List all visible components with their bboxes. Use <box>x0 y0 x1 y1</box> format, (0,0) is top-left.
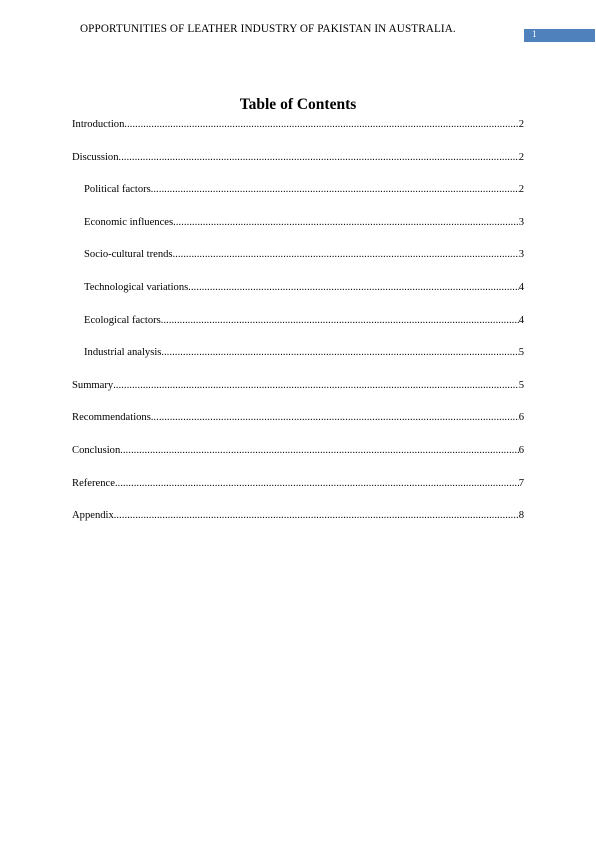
toc-list <box>72 118 524 542</box>
toc-entry-label: Political factors <box>84 184 151 196</box>
toc-dot-leader <box>151 183 519 197</box>
toc-entry-technological-variations[interactable] <box>72 281 524 314</box>
toc-entry-page: 2 <box>518 184 524 196</box>
toc-entry-label: Technological variations <box>84 281 189 293</box>
toc-entry-page: 3 <box>518 216 524 228</box>
toc-entry-political-factors[interactable] <box>72 183 524 216</box>
toc-dot-leader <box>188 281 518 295</box>
toc-entry-recommendations[interactable] <box>72 411 524 444</box>
toc-entry-conclusion[interactable] <box>72 444 524 477</box>
toc-entry-page: 7 <box>518 477 524 489</box>
toc-entry-economic-influences[interactable] <box>72 216 524 249</box>
toc-dot-leader <box>120 444 518 458</box>
toc-entry-label: Discussion <box>72 151 119 163</box>
toc-dot-leader <box>173 248 519 262</box>
toc-entry-label: Economic influences <box>84 216 174 228</box>
toc-entry-ecological-factors[interactable] <box>72 314 524 347</box>
toc-entry-discussion[interactable] <box>72 151 524 184</box>
toc-entry-page: 3 <box>518 249 524 261</box>
toc-entry-socio-cultural-trends[interactable] <box>72 248 524 281</box>
toc-entry-label: Ecological factors <box>84 314 161 326</box>
toc-entry-label: Socio-cultural trends <box>84 249 173 261</box>
toc-entry-industrial-analysis[interactable] <box>72 346 524 379</box>
page-number: 1 <box>532 30 537 40</box>
toc-entry-label: Appendix <box>72 510 114 522</box>
toc-dot-leader <box>161 314 519 328</box>
toc-entry-page: 2 <box>518 151 524 163</box>
toc-entry-label: Industrial analysis <box>84 347 162 359</box>
toc-entry-page: 2 <box>518 119 524 130</box>
toc-entry-label: Reference <box>72 477 115 489</box>
toc-entry-page: 5 <box>518 379 524 391</box>
toc-entry-page: 5 <box>518 347 524 359</box>
toc-entry-introduction[interactable] <box>72 118 524 151</box>
toc-entry-page: 6 <box>518 444 524 456</box>
toc-entry-reference[interactable] <box>72 477 524 510</box>
toc-entry-label: Summary <box>72 379 114 391</box>
toc-dot-leader <box>124 118 518 132</box>
toc-entry-summary[interactable] <box>72 379 524 412</box>
toc-dot-leader <box>114 509 519 523</box>
toc-entry-page: 4 <box>518 314 524 326</box>
toc-title: Table of Contents <box>239 96 357 113</box>
toc-entry-page: 6 <box>518 412 524 424</box>
toc-entry-label: Conclusion <box>72 444 121 456</box>
running-head: OPPORTUNITIES OF LEATHER INDUSTRY OF PAKISTAN IN AUSTRALIA. <box>80 23 456 35</box>
toc-entry-page: 4 <box>518 281 524 293</box>
toc-dot-leader <box>161 346 518 360</box>
toc-dot-leader <box>151 411 519 425</box>
toc-entry-page: 8 <box>518 510 524 522</box>
toc-entry-label: Recommendations <box>72 412 151 424</box>
toc-dot-leader <box>173 216 519 230</box>
toc-entry-appendix[interactable] <box>72 509 524 542</box>
toc-entry-label: Introduction <box>72 119 125 130</box>
toc-dot-leader <box>119 151 519 165</box>
toc-dot-leader <box>115 477 519 491</box>
toc-dot-leader <box>113 379 519 393</box>
page-number-badge <box>524 29 595 42</box>
